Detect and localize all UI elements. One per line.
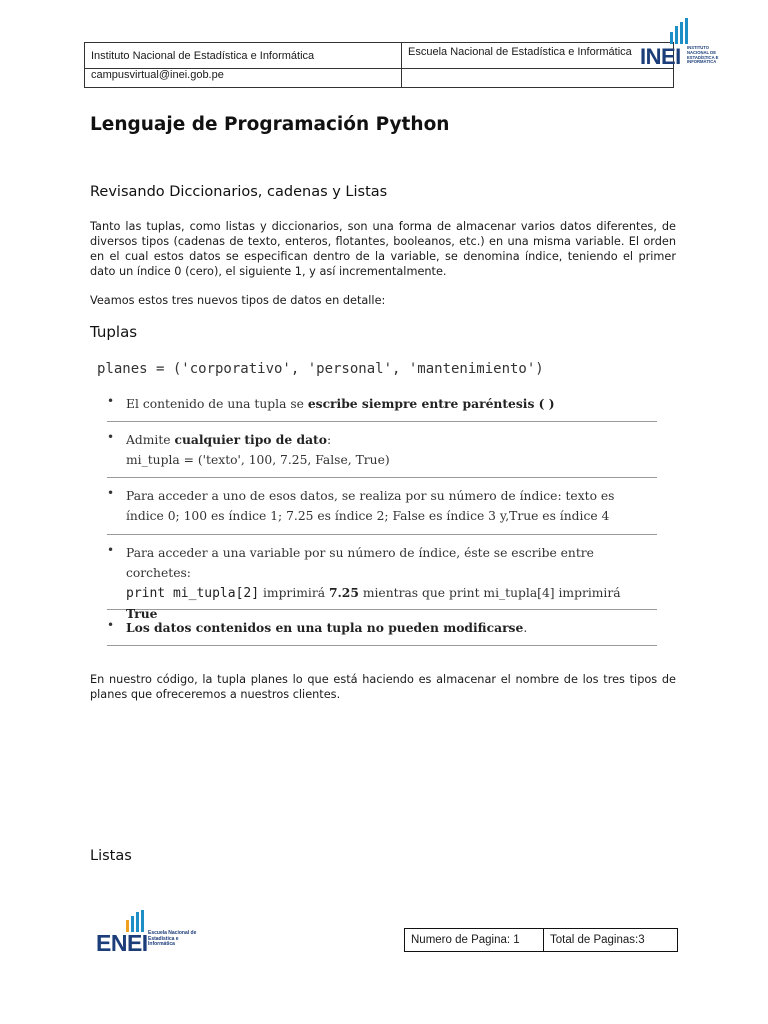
list-item	[107, 618, 657, 646]
bullet-dot: •	[107, 618, 115, 632]
enei-logo-tagline: Escuela Nacional de Estadística e Informática	[148, 930, 197, 948]
org-name: Instituto Nacional de Estadística e Informática	[85, 43, 402, 69]
bullet-text: mi_tupla = ('texto', 100, 7.25, False, True)	[126, 453, 390, 467]
document-title: Lenguaje de Programación Python	[90, 114, 450, 135]
list-item	[107, 486, 657, 535]
bullet-text: .	[523, 621, 528, 635]
bullet-text: El contenido de una tupla se	[126, 397, 308, 411]
total-pages: Total de Paginas:3	[544, 929, 678, 952]
bullet-dot: •	[107, 394, 115, 408]
header-table	[84, 42, 674, 88]
enei-logo	[96, 910, 206, 960]
tuplas-heading: Tuplas	[90, 323, 138, 341]
empty-cell	[402, 69, 674, 88]
section-title: Revisando Diccionarios, cadenas y Listas	[90, 184, 388, 200]
bullet-bold: True	[126, 606, 158, 621]
listas-heading: Listas	[90, 848, 132, 864]
bullet-dot: •	[107, 543, 115, 557]
school-name: Escuela Nacional de Estadística e Informática	[402, 43, 674, 69]
bullet-text: Para acceder a uno de esos datos, se realiza por su número de índice: texto es índice 0; 100 es índice 1; 7.25 es índice 2; False es índice 3 y,True es índice 4	[126, 489, 615, 523]
inei-logo-word: INEI	[640, 44, 681, 69]
bullet-dot: •	[107, 430, 115, 444]
bullet-text: mientras que print mi_tupla[4] imprimirá	[358, 586, 621, 600]
page-number: Numero de Pagina: 1	[405, 929, 544, 952]
bullet-text: Admite	[126, 433, 175, 447]
inei-logo-tagline: INSTITUTO NACIONAL DE ESTADÍSTICA E INFORMÁTICA	[687, 45, 719, 65]
inei-logo	[640, 18, 730, 70]
bullet-text: Para acceder a una variable por su número de índice, éste se escribe entre corchetes:	[126, 546, 594, 580]
bullet-text: :	[326, 433, 332, 447]
list-item	[107, 430, 657, 478]
tuple-explanation-paragraph: En nuestro código, la tupla planes lo que está haciendo es almacenar el nombre de los tres tipos de planes que ofreceremos a nuestros clientes.	[90, 673, 676, 701]
list-item	[107, 543, 657, 621]
inline-code: print mi_tupla[2]	[126, 586, 260, 601]
bullet-bold: cualquier tipo de dato	[174, 432, 327, 447]
bullet-bold: Los datos contenidos en una tupla no pueden modificarse	[126, 620, 524, 635]
email: campusvirtual@inei.gob.pe	[85, 69, 402, 88]
footer-table	[404, 928, 678, 952]
bullet-bold: 7.25	[328, 585, 359, 600]
bullet-bold: escribe siempre entre paréntesis ( )	[307, 396, 555, 411]
code-example: planes = ('corporativo', 'personal', 'mantenimiento')	[97, 361, 544, 377]
details-paragraph: Veamos estos tres nuevos tipos de datos en detalle:	[90, 294, 386, 307]
list-item	[107, 394, 657, 422]
bullet-text: imprimirá	[259, 586, 329, 600]
intro-paragraph: Tanto las tuplas, como listas y diccionarios, son una forma de almacenar varios datos diferentes, de diversos tipos (cadenas de texto, enteros, flotantes, booleanos, etc.) en una misma variable. El orden en el cual estos datos se especifican dentro de la variable, se denomina índice, teniendo el primer dato un índice 0 (cero), el siguiente 1, y así incrementalmente.	[90, 220, 676, 278]
bullet-dot: •	[107, 486, 115, 500]
enei-logo-word: ENEI	[96, 930, 148, 956]
